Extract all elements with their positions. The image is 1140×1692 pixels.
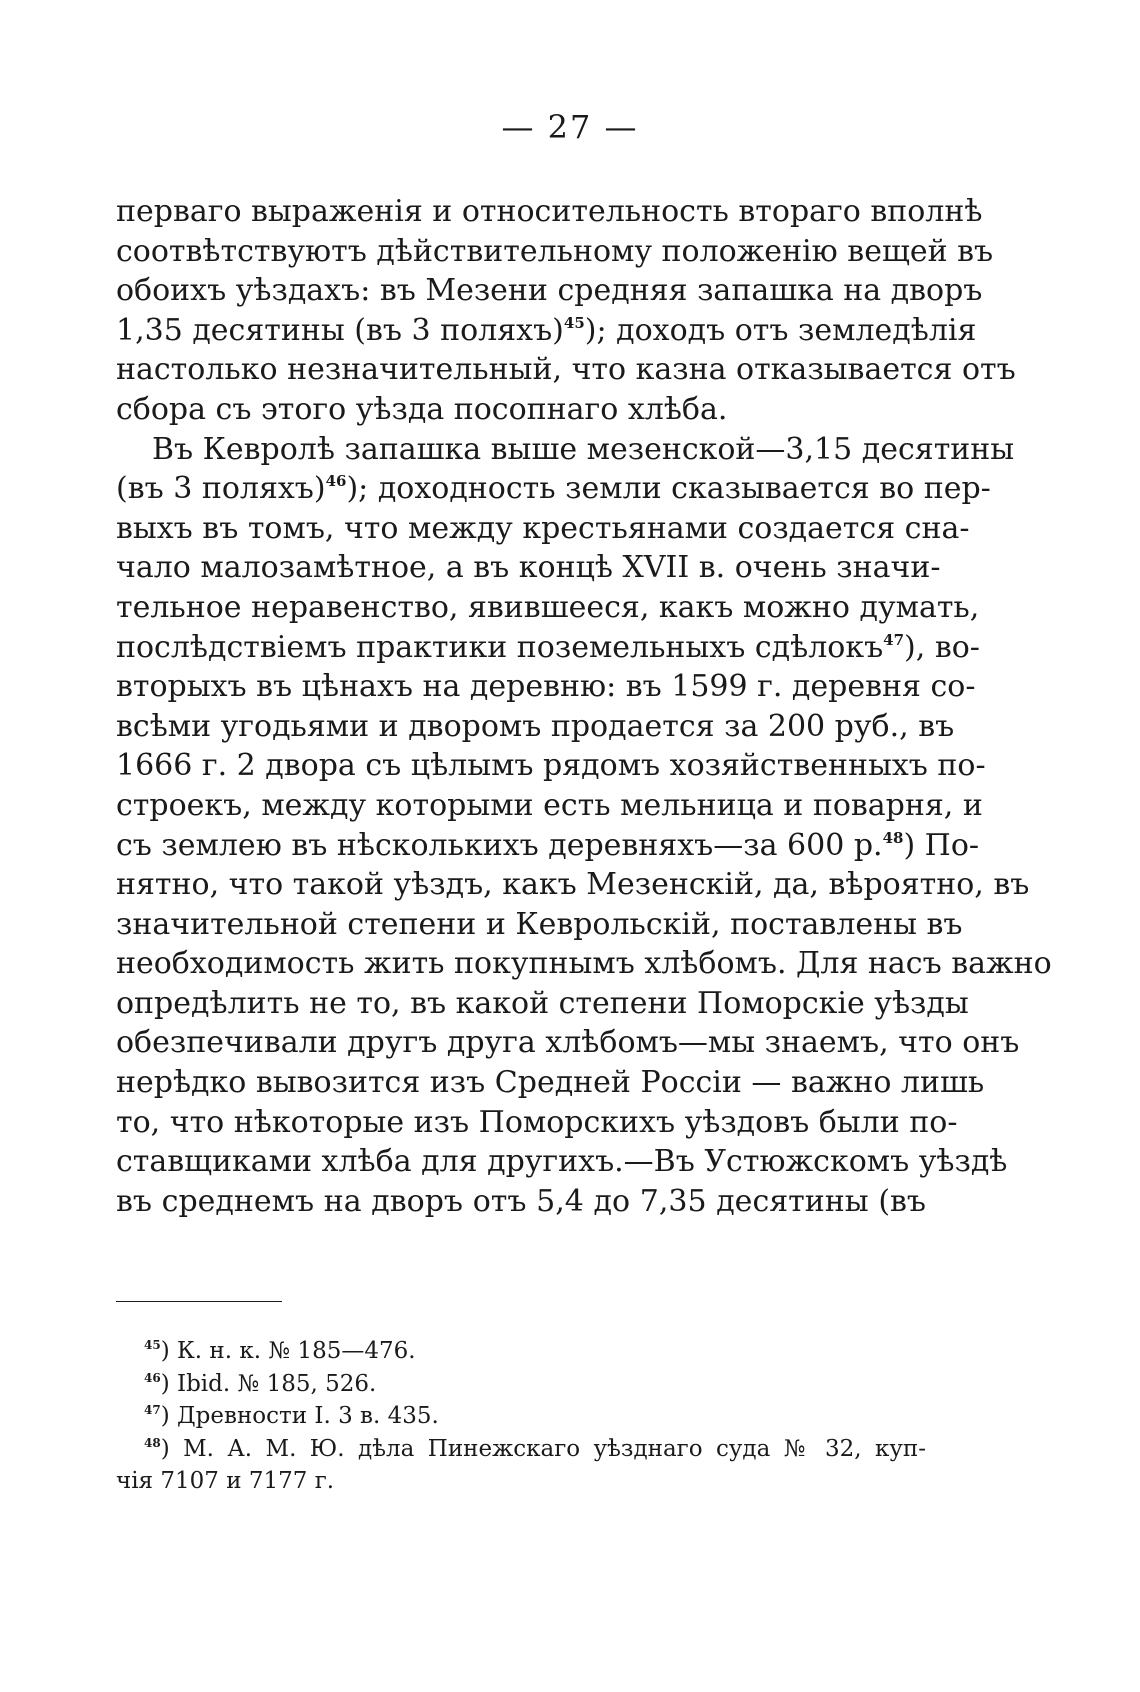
text-line: настолько незначительный, что казна отказывается отъ (116, 352, 1016, 388)
text-line: ставщиками хлѣба для другихъ.—Въ Устюжскомъ уѣздѣ (116, 1144, 1008, 1180)
footnote-ref: 45 (563, 313, 585, 332)
text-line: то, что нѣкоторые изъ Поморскихъ уѣздовъ были по- (116, 1104, 958, 1140)
text-line: значительной степени и Кеврольскій, поставлены въ (116, 906, 963, 942)
footnote-text: ) Ibid. № 185, 526. (160, 1370, 377, 1397)
text-line: чало малозамѣтное, а въ концѣ XVII в. очень значи- (116, 550, 941, 586)
text-segment: 1,35 десятины (въ 3 поляхъ) (116, 312, 564, 348)
page-number: — 27 — (501, 108, 639, 146)
text-line (116, 826, 980, 866)
footnote-text: ) Древности I. 3 в. 435. (160, 1403, 439, 1429)
text-line: строекъ, между которыми есть мельница и поварня, и (116, 787, 983, 823)
text-line: Въ Кевролѣ запашка выше мезенской—3,15 десятины (152, 431, 1015, 467)
footnote (144, 1335, 926, 1368)
text-segment: (въ 3 поляхъ) (116, 471, 326, 507)
footnote-number: 48 (144, 1435, 161, 1450)
footnote (144, 1433, 926, 1466)
text-line: перваго выраженія и относительность втораго вполнѣ (116, 194, 983, 229)
text-line: сбора съ этого уѣзда посопнаго хлѣба. (116, 391, 728, 427)
text-line: обезпечивали другъ друга хлѣбомъ—мы знаемъ, что онъ (116, 1025, 1020, 1061)
text-segment: ); доходность земли сказывается во пер- (346, 471, 991, 507)
footnote (144, 1368, 926, 1401)
footnote-divider (116, 1301, 282, 1302)
text-line: соотвѣтствуютъ дѣйствительному положенію вещей въ (116, 233, 994, 269)
footnote-number: 46 (144, 1370, 161, 1385)
footnote-ref: 48 (882, 828, 904, 847)
footnote-ref: 46 (325, 472, 347, 491)
text-segment: ), во- (904, 629, 980, 665)
text-line: 1666 г. 2 двора съ цѣлымъ рядомъ хозяйственныхъ по- (116, 748, 986, 784)
text-line: обоихъ уѣздахъ: въ Мезени средняя запашка на дворъ (116, 273, 983, 309)
text-line: выхъ въ томъ, что между крестьянами создается сна- (116, 510, 970, 546)
footnote-text: ) К. н. к. № 185—476. (160, 1338, 416, 1364)
footnote-ref: 47 (883, 630, 905, 649)
text-line: необходимость жить покупнымъ хлѣбомъ. Для насъ важно (116, 946, 1052, 982)
text-line (116, 469, 991, 509)
text-line: въ среднемъ на дворъ отъ 5,4 до 7,35 десятины (въ (116, 1183, 926, 1219)
footnote-continuation: чія 7107 и 7177 г. (116, 1468, 335, 1494)
footnote-number: 45 (144, 1338, 161, 1352)
text-line (116, 628, 980, 668)
text-segment: съ землею въ нѣсколькихъ деревняхъ—за 600 р. (116, 827, 883, 863)
footnote (144, 1400, 926, 1433)
footnotes (116, 1335, 926, 1498)
body-text (116, 192, 1052, 1221)
footnote-number: 47 (144, 1403, 161, 1417)
text-line: нерѣдко вывозится изъ Средней Россіи — важно лишь (116, 1065, 985, 1101)
text-segment: ); доходъ отъ земледѣлія (584, 312, 977, 348)
text-line: нятно, что такой уѣздъ, какъ Мезенскій, да, вѣроятно, въ (116, 867, 1030, 903)
text-line: опредѣлить не то, въ какой степени Поморскіе уѣзды (116, 985, 969, 1021)
text-line: всѣми угодьями и дворомъ продается за 200 руб., въ (116, 708, 955, 744)
text-line (116, 311, 977, 351)
text-segment: послѣдствіемъ практики поземельныхъ сдѣлокъ (116, 629, 884, 665)
footnote-text: ) М. А. М. Ю. дѣла Пинежскаго уѣзднаго суда № 32, куп- (160, 1435, 926, 1462)
text-segment: ) По- (903, 827, 980, 863)
text-line: вторыхъ въ цѣнахъ на деревню: въ 1599 г. деревня со- (116, 669, 976, 705)
text-line: тельное неравенство, явившееся, какъ можно думать, (116, 589, 980, 625)
